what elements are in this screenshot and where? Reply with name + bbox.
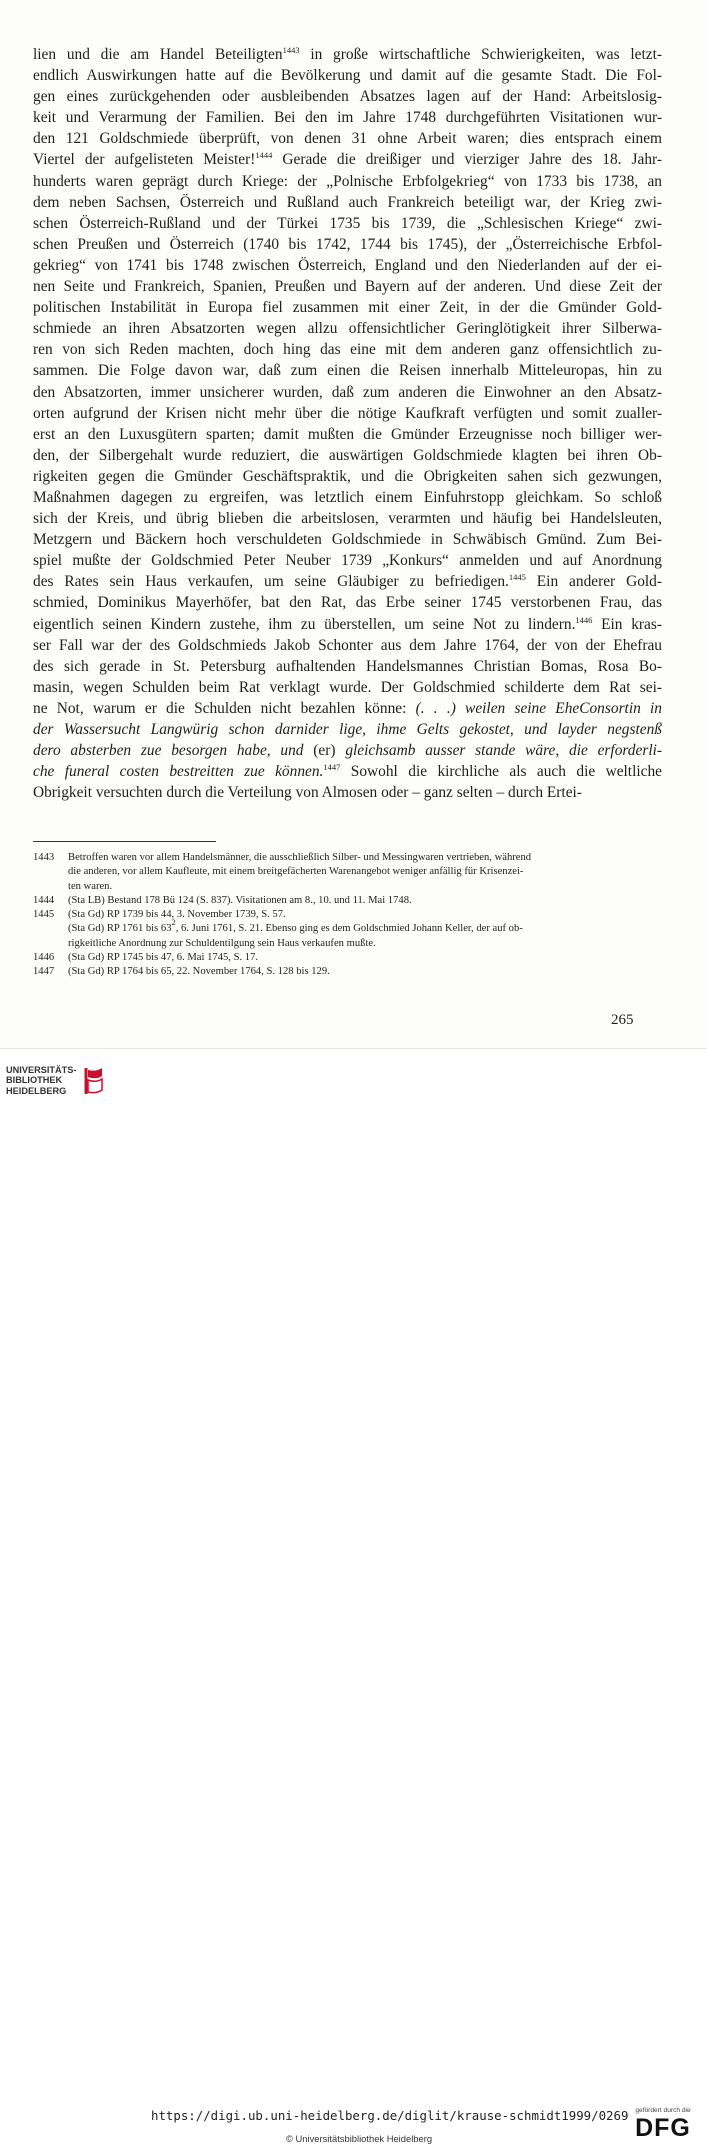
- quote-text: gleichsamb ausser stande wäre, die erforderli-: [345, 742, 662, 760]
- body-text: [33, 44, 662, 803]
- quote-text: dero absterben zue besorgen habe, und: [33, 742, 304, 760]
- text-line: [33, 213, 662, 234]
- footnote-line: [33, 917, 662, 936]
- text-run: rigkeiten gegen die Gmünder Geschäftspraktik, und die Obrigkeiten sahen sich gezwungen,: [33, 467, 662, 485]
- text-line: [33, 487, 662, 508]
- scanned-page: [0, 0, 707, 1048]
- text-line: [33, 550, 662, 571]
- text-run: eigentlich seinen Kindern zustehe, ihm zu überstellen, um seine Not zu lindern.: [33, 615, 576, 633]
- text-run: dem neben Sachsen, Österreich und Rußland auch Frankreich beteiligt war, der Krieg zwi-: [33, 193, 662, 211]
- text-run: in große wirtschaftliche Schwierigkeiten, was letzt-: [299, 46, 662, 63]
- text-line: [33, 761, 662, 782]
- footnote-line: Betroffen waren vor allem Handelsmänner, die ausschließlich Silber- und Messingwaren vertrieben, während: [68, 852, 532, 863]
- footnote-ref: 1446: [575, 614, 593, 625]
- text-run: gen eines zurückgehenden oder ausbleibenden Absatzes lagen auf der Hand: Arbeitslosig-: [33, 88, 662, 106]
- quote-text: der Wassersucht Langwürig schon darnider lige, ihme Gelts gekostet, und layder negstenß: [33, 721, 662, 738]
- text-run: spiel mußte der Goldschmied Peter Neuber 1739 „Konkurs“ anmelden und auf Anordnung: [33, 552, 662, 570]
- text-run: masin, wegen Schulden beim Rat verklagt wurde. Der Goldschmied schilderte dem Rat sei-: [33, 678, 662, 696]
- footnote-line: (Sta Gd) RP 1764 bis 65, 22. November 1764, S. 128 bis 129.: [68, 966, 330, 978]
- text-line: [33, 318, 662, 339]
- footnote-line: (Sta Gd) RP 1745 bis 47, 6. Mai 1745, S. 17.: [68, 952, 259, 964]
- footnote-ref: 1443: [282, 45, 300, 55]
- copyright-notice: © Universitätsbibliothek Heidelberg: [286, 2133, 433, 2144]
- text-run: hunderts waren geprägt durch Kriege: der „Polnische Erbfolgekrieg“ von 1733 bis 1738, an: [33, 172, 662, 190]
- text-run: (er): [303, 742, 346, 760]
- text-run: Ein anderer Gold-: [525, 573, 662, 591]
- footnote: [33, 851, 662, 894]
- text-line: [33, 719, 662, 740]
- text-run: gekrieg“ von 1741 bis 1748 zwischen Österreich, England und den Niederlanden auf der ei-: [33, 256, 662, 274]
- text-run: des sich gerade in St. Petersburg aufhaltenden Handelsmannes Christian Bomas, Rosa Bo-: [33, 657, 662, 675]
- footnote: [33, 951, 662, 965]
- footnote-text: [68, 951, 662, 965]
- text-line: [33, 382, 662, 403]
- text-run: ren von sich Reden machten, doch hing das eine mit dem anderen ganz offensichtlich zu-: [33, 341, 662, 359]
- text-line: [33, 782, 662, 803]
- text-run: nen Seite und Frankreich, Spanien, Preußen und Bayern auf der anderen. Und diese Zeit der: [33, 278, 662, 296]
- text-run: schmiede an ihren Absatzorten wegen allzu offensichtlicher Geringlötigkeit ihrer Silberwa-: [33, 320, 662, 338]
- text-run: Maßnahmen dagegen zu ergreifen, was letztlich einem Einfuhrstopp gleichkam. So schloß: [33, 488, 662, 506]
- text-line: [33, 234, 662, 255]
- text-run: Gerade die dreißiger und vierziger Jahre des 18. Jahr-: [272, 151, 662, 169]
- footnote-ref: 1444: [255, 150, 273, 161]
- text-run: des Rates sein Haus verkaufen, um seine Gläubiger zu befriedigen.: [33, 573, 509, 591]
- text-run: keit und Verarmung der Familien. Bei den im Jahre 1748 durchgeführten Visitationen wur-: [33, 109, 662, 127]
- footnote-ref: 2: [171, 917, 176, 928]
- text-line: [33, 107, 662, 128]
- text-line: [33, 508, 662, 529]
- text-run: endlich Auswirkungen hatte auf die Bevölkerung und damit auf die gesamte Stadt. Die Fol-: [33, 67, 662, 85]
- text-run: den 121 Goldschmiede überprüft, von denen 31 ohne Arbeit waren; dies entsprach einem: [33, 130, 662, 148]
- footnote-text: [68, 965, 662, 979]
- footnote-ref: 1447: [323, 762, 341, 773]
- text-line: [33, 677, 662, 698]
- text-run: , 6. Juni 1761, S. 21. Ebenso ging es dem Goldschmied Johann Keller, der auf ob-: [175, 923, 523, 935]
- text-run: Metzgern und Bäckern hoch verschuldeten Goldschmiede in Schwäbisch Gmünd. Zum Bei-: [33, 531, 662, 549]
- text-line: [33, 445, 662, 466]
- footnote-number: 1445: [33, 909, 55, 921]
- text-run: Viertel der aufgelisteten Meister!: [33, 151, 256, 169]
- footnote-number: 1443: [33, 852, 55, 863]
- footnote-number: 1444: [33, 894, 55, 906]
- footnote-text: [68, 908, 662, 922]
- text-line: [33, 44, 662, 65]
- text-line: [33, 149, 662, 170]
- footnote: [33, 908, 662, 922]
- footnote-line: die anderen, vor allem Kaufleute, mit einem breitgefächerten Warenangebot weniger anfällig für Krisenzei-: [68, 866, 524, 878]
- text-run: Sowohl die kirchliche als auch die weltliche: [340, 763, 662, 781]
- footnote-line: (Sta Gd) RP 1739 bis 44, 3. November 1739, S. 57.: [68, 909, 286, 921]
- text-run: ser Fall war der des Goldschmieds Jakob Schonter aus dem Jahre 1764, der von der Ehefrau: [33, 636, 662, 654]
- footnote-line: ten waren.: [68, 880, 113, 892]
- text-line: [33, 171, 662, 192]
- text-run: schen Österreich-Rußland und der Türkei 1735 bis 1739, die „Schlesischen Kriege“ zwi-: [33, 214, 662, 232]
- text-run: schen Preußen und Österreich (1740 bis 1742, 1744 bis 1745), der „Österreichische Erbfol-: [33, 235, 662, 253]
- text-line: [33, 529, 662, 550]
- footnote-text: [68, 851, 662, 894]
- text-line: [33, 128, 662, 149]
- footnotes: [33, 851, 662, 980]
- text-line: [33, 297, 662, 318]
- text-line: [33, 698, 662, 719]
- text-run: Obrigkeit versuchten durch die Verteilung von Almosen oder – ganz selten – durch Ertei-: [33, 784, 582, 802]
- text-run: ne Not, warum er die Schulden nicht bezahlen könne:: [33, 699, 416, 717]
- text-line: [33, 360, 662, 381]
- ub-heidelberg-logo[interactable]: [6, 1065, 104, 1096]
- text-run: Ein kras-: [592, 615, 662, 633]
- text-line: [33, 276, 662, 297]
- text-line: [33, 656, 662, 677]
- footnote: [33, 894, 662, 908]
- text-run: politischen Instabilität in Europa fiel zusammen mit einer Zeit, in der die Gmünder Gold-: [33, 299, 662, 317]
- footnote-text: [68, 894, 662, 908]
- text-line: [33, 255, 662, 276]
- text-line: [33, 424, 662, 445]
- dfg-caption: gefördert durch die: [635, 2107, 691, 2114]
- footnote: [33, 965, 662, 979]
- permalink-url[interactable]: https://digi.ub.uni-heidelberg.de/diglit/krause-schmidt1999/0269: [151, 2108, 629, 2123]
- text-run: (Sta Gd) RP 1761 bis 63: [68, 923, 172, 935]
- text-line: [33, 592, 662, 613]
- dfg-logo[interactable]: [627, 2107, 699, 2141]
- text-line: [33, 635, 662, 656]
- text-run: lien und die am Handel Beteiligten: [33, 46, 283, 63]
- text-line: [33, 339, 662, 360]
- footnote-number: 1447: [33, 966, 55, 978]
- footnote-ref: 1445: [508, 572, 526, 583]
- quote-text: (. . .) weilen seine EheConsortin in: [415, 699, 662, 717]
- footnote-number: 1446: [33, 952, 55, 964]
- dfg-wordmark: DFG: [635, 2114, 691, 2142]
- text-run: den Absatzorten, immer unsicherer wurden, daß zum anderen die Einwohner an den Absatz-: [33, 383, 662, 401]
- text-run: schmied, Dominikus Mayerhöfer, bat den Rat, das Erbe seiner 1745 verstorbenen Frau, das: [33, 594, 662, 612]
- footnote-separator: [33, 841, 216, 842]
- text-run: rigkeitliche Anordnung zur Schuldentilgung sein Haus verkaufen mußte.: [68, 937, 376, 949]
- text-run: den, der Silbergehalt wurde reduziert, die auswärtigen Goldschmiede klagten bei ihren Ob-: [33, 446, 662, 464]
- text-run: sammen. Die Folge davon war, daß zum einen die Reisen innerhalb Mitteleuropas, hin zu: [33, 362, 662, 380]
- footnote-line: (Sta LB) Bestand 178 Bü 124 (S. 837). Visitationen am 8., 10. und 11. Mai 1748.: [68, 894, 412, 906]
- viewer-footer: [0, 1048, 707, 2144]
- text-line: [33, 571, 662, 592]
- library-name: UNIVERSITÄTS- BIBLIOTHEK HEIDELBERG: [6, 1065, 77, 1096]
- text-run: orten aufgrund der Krisen nicht mehr über die nötige Kaufkraft verfügten und somit zualler-: [33, 404, 662, 422]
- text-run: sich der Kreis, und übrig blieben die arbeitslosen, verarmten und häufig bei Handelsleuten,: [33, 510, 662, 528]
- text-run: erst an den Luxusgütern sparten; damit mußten die Gmünder Erzeugnisse noch billiger wer-: [33, 425, 662, 443]
- text-line: [33, 192, 662, 213]
- page-number: 265: [611, 1012, 634, 1028]
- ub-book-icon: [82, 1066, 104, 1096]
- text-line: [33, 614, 662, 635]
- text-line: [33, 466, 662, 487]
- text-line: [33, 86, 662, 107]
- text-line: [33, 403, 662, 424]
- footnote-line: [33, 937, 662, 951]
- text-line: [33, 740, 662, 761]
- text-line: [33, 65, 662, 86]
- quote-text: che funeral costen bestreitten zue können.: [33, 763, 324, 781]
